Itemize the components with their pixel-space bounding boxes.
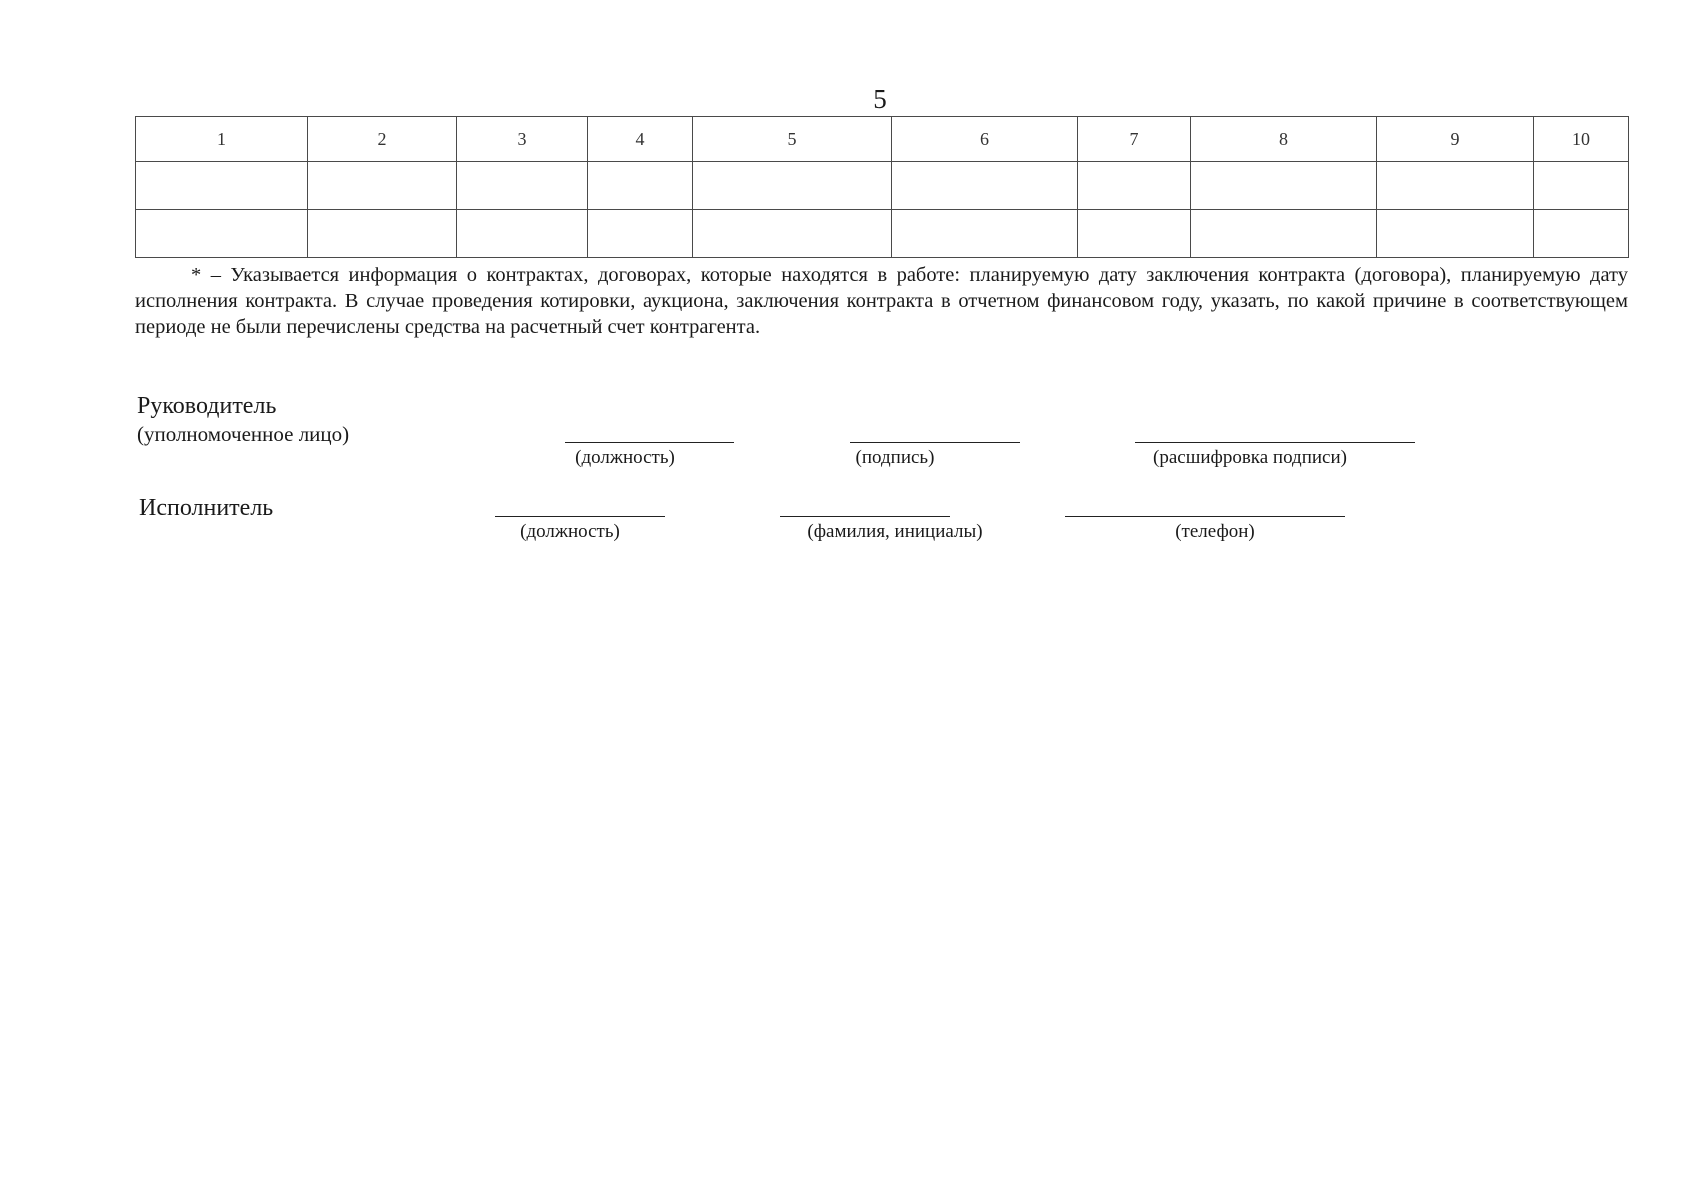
table-cell bbox=[588, 210, 693, 258]
head-subtitle: (уполномоченное лицо) bbox=[137, 422, 350, 446]
table-cell bbox=[1377, 210, 1534, 258]
footnote-text: * – Указывается информация о контрактах, договорах, которые находятся в работе: планируемую дату заключения контракта (договора), планируемую дату исполнения контракта. В случае проведения котировки, аукциона, заключения контракта в отчетном финансовом году, указать, по какой причине в соответствующем периоде не были перечислены средства на расчетный счет контрагента. bbox=[135, 264, 1628, 338]
table-cell bbox=[892, 162, 1078, 210]
executor-phone-line bbox=[1065, 516, 1345, 517]
signature-caption: (подпись) bbox=[855, 447, 935, 468]
table-row bbox=[136, 162, 1629, 210]
data-table bbox=[135, 116, 1629, 258]
column-number-cell: 5 bbox=[693, 117, 892, 162]
column-number-cell: 10 bbox=[1534, 117, 1629, 162]
table-cell bbox=[308, 162, 457, 210]
table-cell bbox=[1191, 210, 1377, 258]
table-cell bbox=[693, 162, 892, 210]
column-number-cell: 7 bbox=[1078, 117, 1191, 162]
column-number-cell: 3 bbox=[457, 117, 588, 162]
table-cell bbox=[457, 210, 588, 258]
column-number-cell: 4 bbox=[588, 117, 693, 162]
table-cell bbox=[1534, 210, 1629, 258]
executor-phone-caption: (телефон) bbox=[1175, 521, 1255, 542]
table-row bbox=[136, 210, 1629, 258]
table-cell bbox=[588, 162, 693, 210]
column-number-cell: 2 bbox=[308, 117, 457, 162]
column-number-cell: 8 bbox=[1191, 117, 1377, 162]
signature-decoding-caption: (расшифровка подписи) bbox=[1153, 447, 1347, 468]
executor-name-line bbox=[780, 516, 950, 517]
table-cell bbox=[308, 210, 457, 258]
executor-title: Исполнитель bbox=[139, 495, 274, 521]
table-cell bbox=[1078, 162, 1191, 210]
table-cell bbox=[1078, 210, 1191, 258]
table-cell bbox=[136, 162, 308, 210]
page-number: 5 bbox=[873, 84, 887, 114]
table-cell bbox=[1191, 162, 1377, 210]
column-number-cell: 6 bbox=[892, 117, 1078, 162]
position-caption: (должность) bbox=[575, 447, 675, 468]
position-signature-line bbox=[565, 442, 734, 443]
column-number-cell: 1 bbox=[136, 117, 308, 162]
signature-decoding-line bbox=[1135, 442, 1415, 443]
executor-position-line bbox=[495, 516, 665, 517]
executor-name-caption: (фамилия, инициалы) bbox=[807, 521, 983, 542]
table-cell bbox=[136, 210, 308, 258]
table-cell bbox=[693, 210, 892, 258]
executor-position-caption: (должность) bbox=[520, 521, 620, 542]
head-title: Руководитель bbox=[137, 393, 277, 419]
table-cell bbox=[892, 210, 1078, 258]
table-cell bbox=[1377, 162, 1534, 210]
table-cell bbox=[457, 162, 588, 210]
signature-line bbox=[850, 442, 1020, 443]
table-cell bbox=[1534, 162, 1629, 210]
column-number-cell: 9 bbox=[1377, 117, 1534, 162]
table-header-row bbox=[136, 117, 1629, 162]
